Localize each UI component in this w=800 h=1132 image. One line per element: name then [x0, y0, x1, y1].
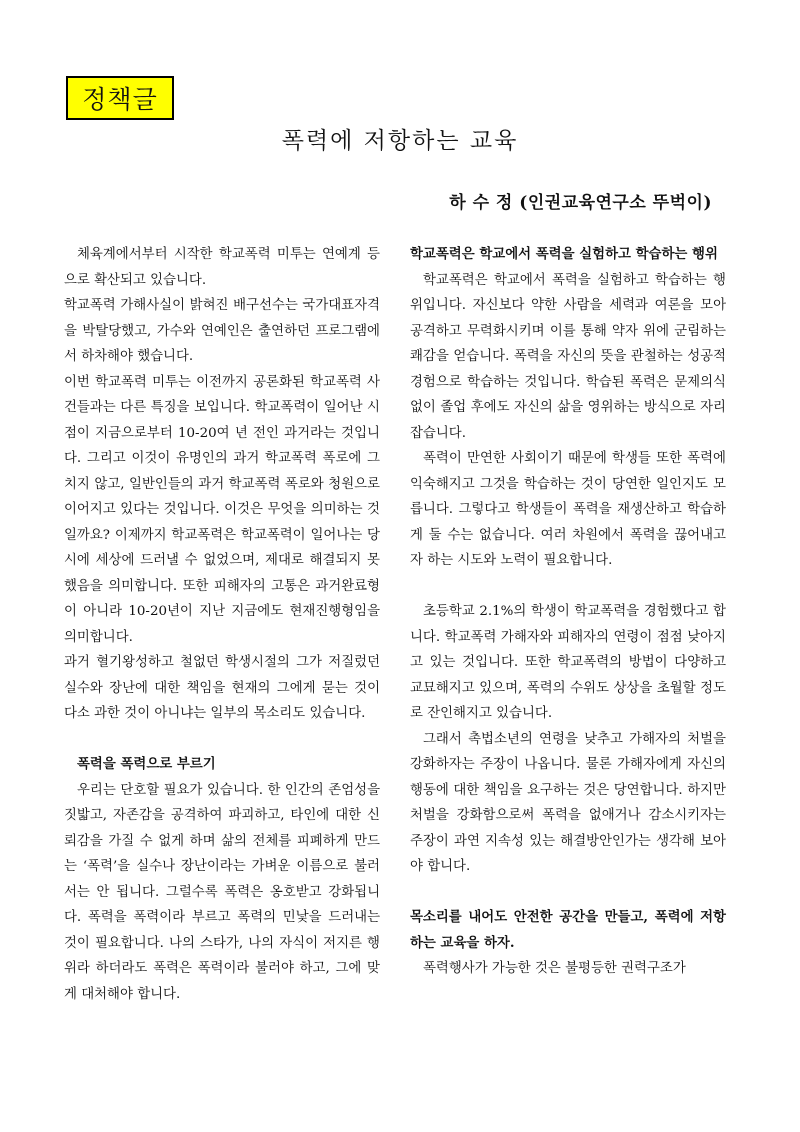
body-paragraph: 학교폭력 가해사실이 밝혀진 배구선수는 국가대표자격을 박탈당했고, 가수와 연예인은 출연하던 프로그램에서 하차해야 했습니다. [64, 298, 380, 364]
left-column [64, 242, 380, 1007]
section-heading: 학교폭력은 학교에서 폭력을 실험하고 학습하는 행위 [410, 246, 718, 262]
body-paragraph: 폭력행사가 가능한 것은 불평등한 권력구조가 [423, 961, 686, 976]
body-paragraph: 과거 혈기왕성하고 철없던 학생시절의 그가 저질렀던 실수와 장난에 대한 책임을 현재의 그에게 묻는 것이 다소 과한 것이 아니냐는 일부의 목소리도 있습니다. [64, 655, 380, 721]
category-tag: 정책글 [66, 76, 174, 120]
paragraph-gap [410, 880, 726, 906]
body-paragraph: 우리는 단호할 필요가 있습니다. 한 인간의 존엄성을 짓밟고, 자존감을 공격하여 파괴하고, 타인에 대한 신뢰감을 가질 수 없게 하며 삶의 전체를 피폐하게 만드는 ‘폭력’을 실수나 장난이라는 가벼운 이름으로 불러서는 안 됩니다. 그럴수록 폭력은 옹호받고 강화됩니다. 폭력을 폭력이라 부르고 폭력의 민낯을 드러내는 것이 필요합니다. 나의 스타가, 나의 자식이 저지른 행위라 하더라도 폭력은 폭력이라 불러야 하고, 그에 맞게 대처해야 합니다. [64, 782, 380, 1002]
body-paragraph: 폭력이 만연한 사회이기 때문에 학생들 또한 폭력에 익숙해지고 그것을 학습하는 것이 당연한 일인지도 모릅니다. 그렇다고 학생들이 폭력을 재생산하고 학습하게 둘 수는 없습니다. 여러 차원에서 폭력을 끊어내고자 하는 시도와 노력이 필요합니다. [410, 451, 726, 568]
right-column [410, 242, 726, 982]
author-line: 하 수 정 (인권교육연구소 뚜벅이) [449, 193, 712, 213]
paragraph-gap [64, 727, 380, 753]
body-paragraph: 초등학교 2.1%의 학생이 학교폭력을 경험했다고 합니다. 학교폭력 가해자와 피해자의 연령이 점점 낮아지고 있는 것입니다. 또한 학교폭력의 방법이 다양하고 교묘해지고 있으며, 폭력의 수위도 상상을 초월할 정도로 잔인해지고 있습니다. [410, 604, 726, 721]
article-title: 폭력에 저항하는 교육 [281, 128, 519, 154]
section-heading: 폭력을 폭력으로 부르기 [77, 756, 216, 772]
body-paragraph: 체육계에서부터 시작한 학교폭력 미투는 연예계 등으로 확산되고 있습니다. [64, 247, 380, 288]
body-paragraph: 그래서 촉법소년의 연령을 낮추고 가해자의 처벌을 강화하자는 주장이 나옵니다. 물론 가해자에게 자신의 행동에 대한 책임을 요구하는 것은 당연합니다. 하지만 처벌을 강화함으로써 폭력을 없애거나 감소시키자는 주장이 과연 지속성 있는 해결방안인가는 생각해 보아야 합니다. [410, 731, 726, 874]
paragraph-gap [410, 574, 726, 600]
body-paragraph: 이번 학교폭력 미투는 이전까지 공론화된 학교폭력 사건들과는 다른 특징을 보입니다. 학교폭력이 일어난 시점이 지금으로부터 10-20여 년 전인 과거라는 것입니다. 그리고 이것이 유명인의 과거 학교폭력 폭로에 그치지 않고, 일반인들의 과거 학교폭력 폭로와 청원으로 이어지고 있다는 것입니다. 이것은 무엇을 의미하는 것일까요? 이제까지 학교폭력은 학교폭력이 일어나는 당시에 세상에 드러낼 수 없었으며, 제대로 해결되지 못했음을 의미합니다. 또한 피해자의 고통은 과거완료형이 아니라 10-20년이 지난 지금에도 현재진행형임을 의미합니다. [64, 374, 380, 645]
body-paragraph: 학교폭력은 학교에서 폭력을 실험하고 학습하는 행위입니다. 자신보다 약한 사람을 세력과 여론을 모아 공격하고 무력화시키며 이를 통해 약자 위에 군림하는 쾌감을 얻습니다. 폭력을 자신의 뜻을 관철하는 성공적 경험으로 학습하는 것입니다. 학습된 폭력은 문제의식 없이 졸업 후에도 자신의 삶을 영위하는 방식으로 자리잡습니다. [410, 272, 726, 441]
section-heading: 목소리를 내어도 안전한 공간을 만들고, 폭력에 저항하는 교육을 하자. [410, 909, 726, 951]
